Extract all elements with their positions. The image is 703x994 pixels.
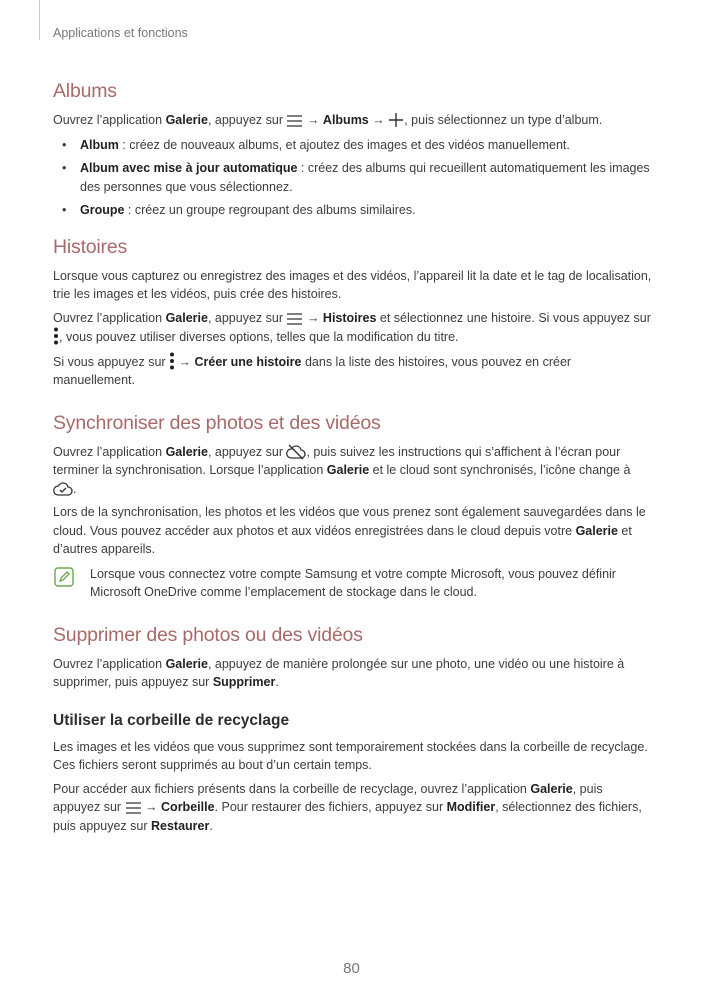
histoires-paragraph-3: Si vous appuyez sur → Créer une histoire dans la liste des histoires, vous pouvez en créer manuellement. (53, 352, 653, 390)
header-rule (39, 0, 40, 40)
section-supprimer (53, 624, 653, 692)
sync-paragraph-2: Lors de la synchronisation, les photos et les vidéos que vous prenez sont également sauvegardées dans le cloud. Vous pouvez accéder aux photos et aux vidéos enregistrées dans le cloud depuis votre Galerie et d’autres appareils. (53, 505, 646, 556)
list-item: • Groupe : créez un groupe regroupant des albums similaires. (53, 201, 653, 220)
cloud-sync-icon (53, 481, 73, 497)
page-content (53, 80, 653, 853)
section-corbeille (53, 712, 653, 836)
plus-icon (388, 112, 404, 128)
running-header: Applications et fonctions (53, 26, 188, 40)
section-title-sync: Synchroniser des photos et des vidéos (53, 411, 381, 434)
note-icon (54, 567, 74, 587)
sync-paragraph-1: Ouvrez l’application Galerie, appuyez sur , puis suivez les instructions qui s’affichent à l’écran pour terminer la synchronisation. Lorsque l’application Galerie et le cloud sont synchronisés, l’icône change à . (53, 444, 631, 496)
note-block (53, 565, 653, 602)
note-text: Lorsque vous connectez votre compte Samsung et votre compte Microsoft, vous pouvez définir Microsoft OneDrive comme l’emplacement de stockage dans le cloud. (90, 566, 616, 599)
corbeille-paragraph-2: Pour accéder aux fichiers présents dans la corbeille de recyclage, ouvrez l’application Galerie, puis appuyez sur → Corbeille. Pour restaurer des fichiers, appuyez sur Modifier, sélectionnez des fichiers, puis appuyez sur Restaurer. (53, 781, 642, 833)
list-item: • Album : créez de nouveaux albums, et ajoutez des images et des vidéos manuellement. (53, 136, 653, 155)
histoires-paragraph-1: Lorsque vous capturez ou enregistrez des images et des vidéos, l’appareil lit la date et le tag de localisation, trie les images et les vidéos, puis crée des histoires. (53, 268, 652, 301)
section-albums (53, 80, 653, 220)
menu-icon (286, 114, 303, 128)
histoires-paragraph-2: Ouvrez l’application Galerie, appuyez sur → Histoires et sélectionnez une histoire. Si vous appuyez sur , vous pouvez utiliser diverses options, telles que la modification du titre. (53, 310, 651, 344)
section-title-supprimer: Supprimer des photos ou des vidéos (53, 623, 363, 646)
subsection-title-corbeille: Utiliser la corbeille de recyclage (53, 711, 290, 729)
page-number: 80 (343, 960, 360, 977)
supprimer-paragraph-1: Ouvrez l’application Galerie, appuyez de manière prolongée sur une photo, une vidéo ou une histoire à supprimer, puis appuyez sur Supprimer. (53, 656, 625, 689)
corbeille-paragraph-1: Les images et les vidéos que vous supprimez sont temporairement stockées dans la corbeille de recyclage. Ces fichiers seront supprimés au bout d’un certain temps. (53, 739, 648, 772)
section-title-albums: Albums (53, 80, 117, 102)
section-synchroniser (53, 412, 653, 602)
albums-intro: Ouvrez l’application Galerie, appuyez sur → Albums → , puis sélectionnez un type d’album. (53, 113, 603, 127)
albums-bullet-list (53, 136, 653, 220)
list-item: • Album avec mise à jour automatique : créez des albums qui recueillent automatiquement les images des personnes que vous sélectionnez. (53, 159, 653, 196)
menu-icon (125, 801, 142, 815)
cloud-off-icon (286, 444, 306, 460)
section-histoires (53, 236, 653, 390)
section-title-histoires: Histoires (53, 235, 128, 258)
menu-icon (286, 312, 303, 326)
